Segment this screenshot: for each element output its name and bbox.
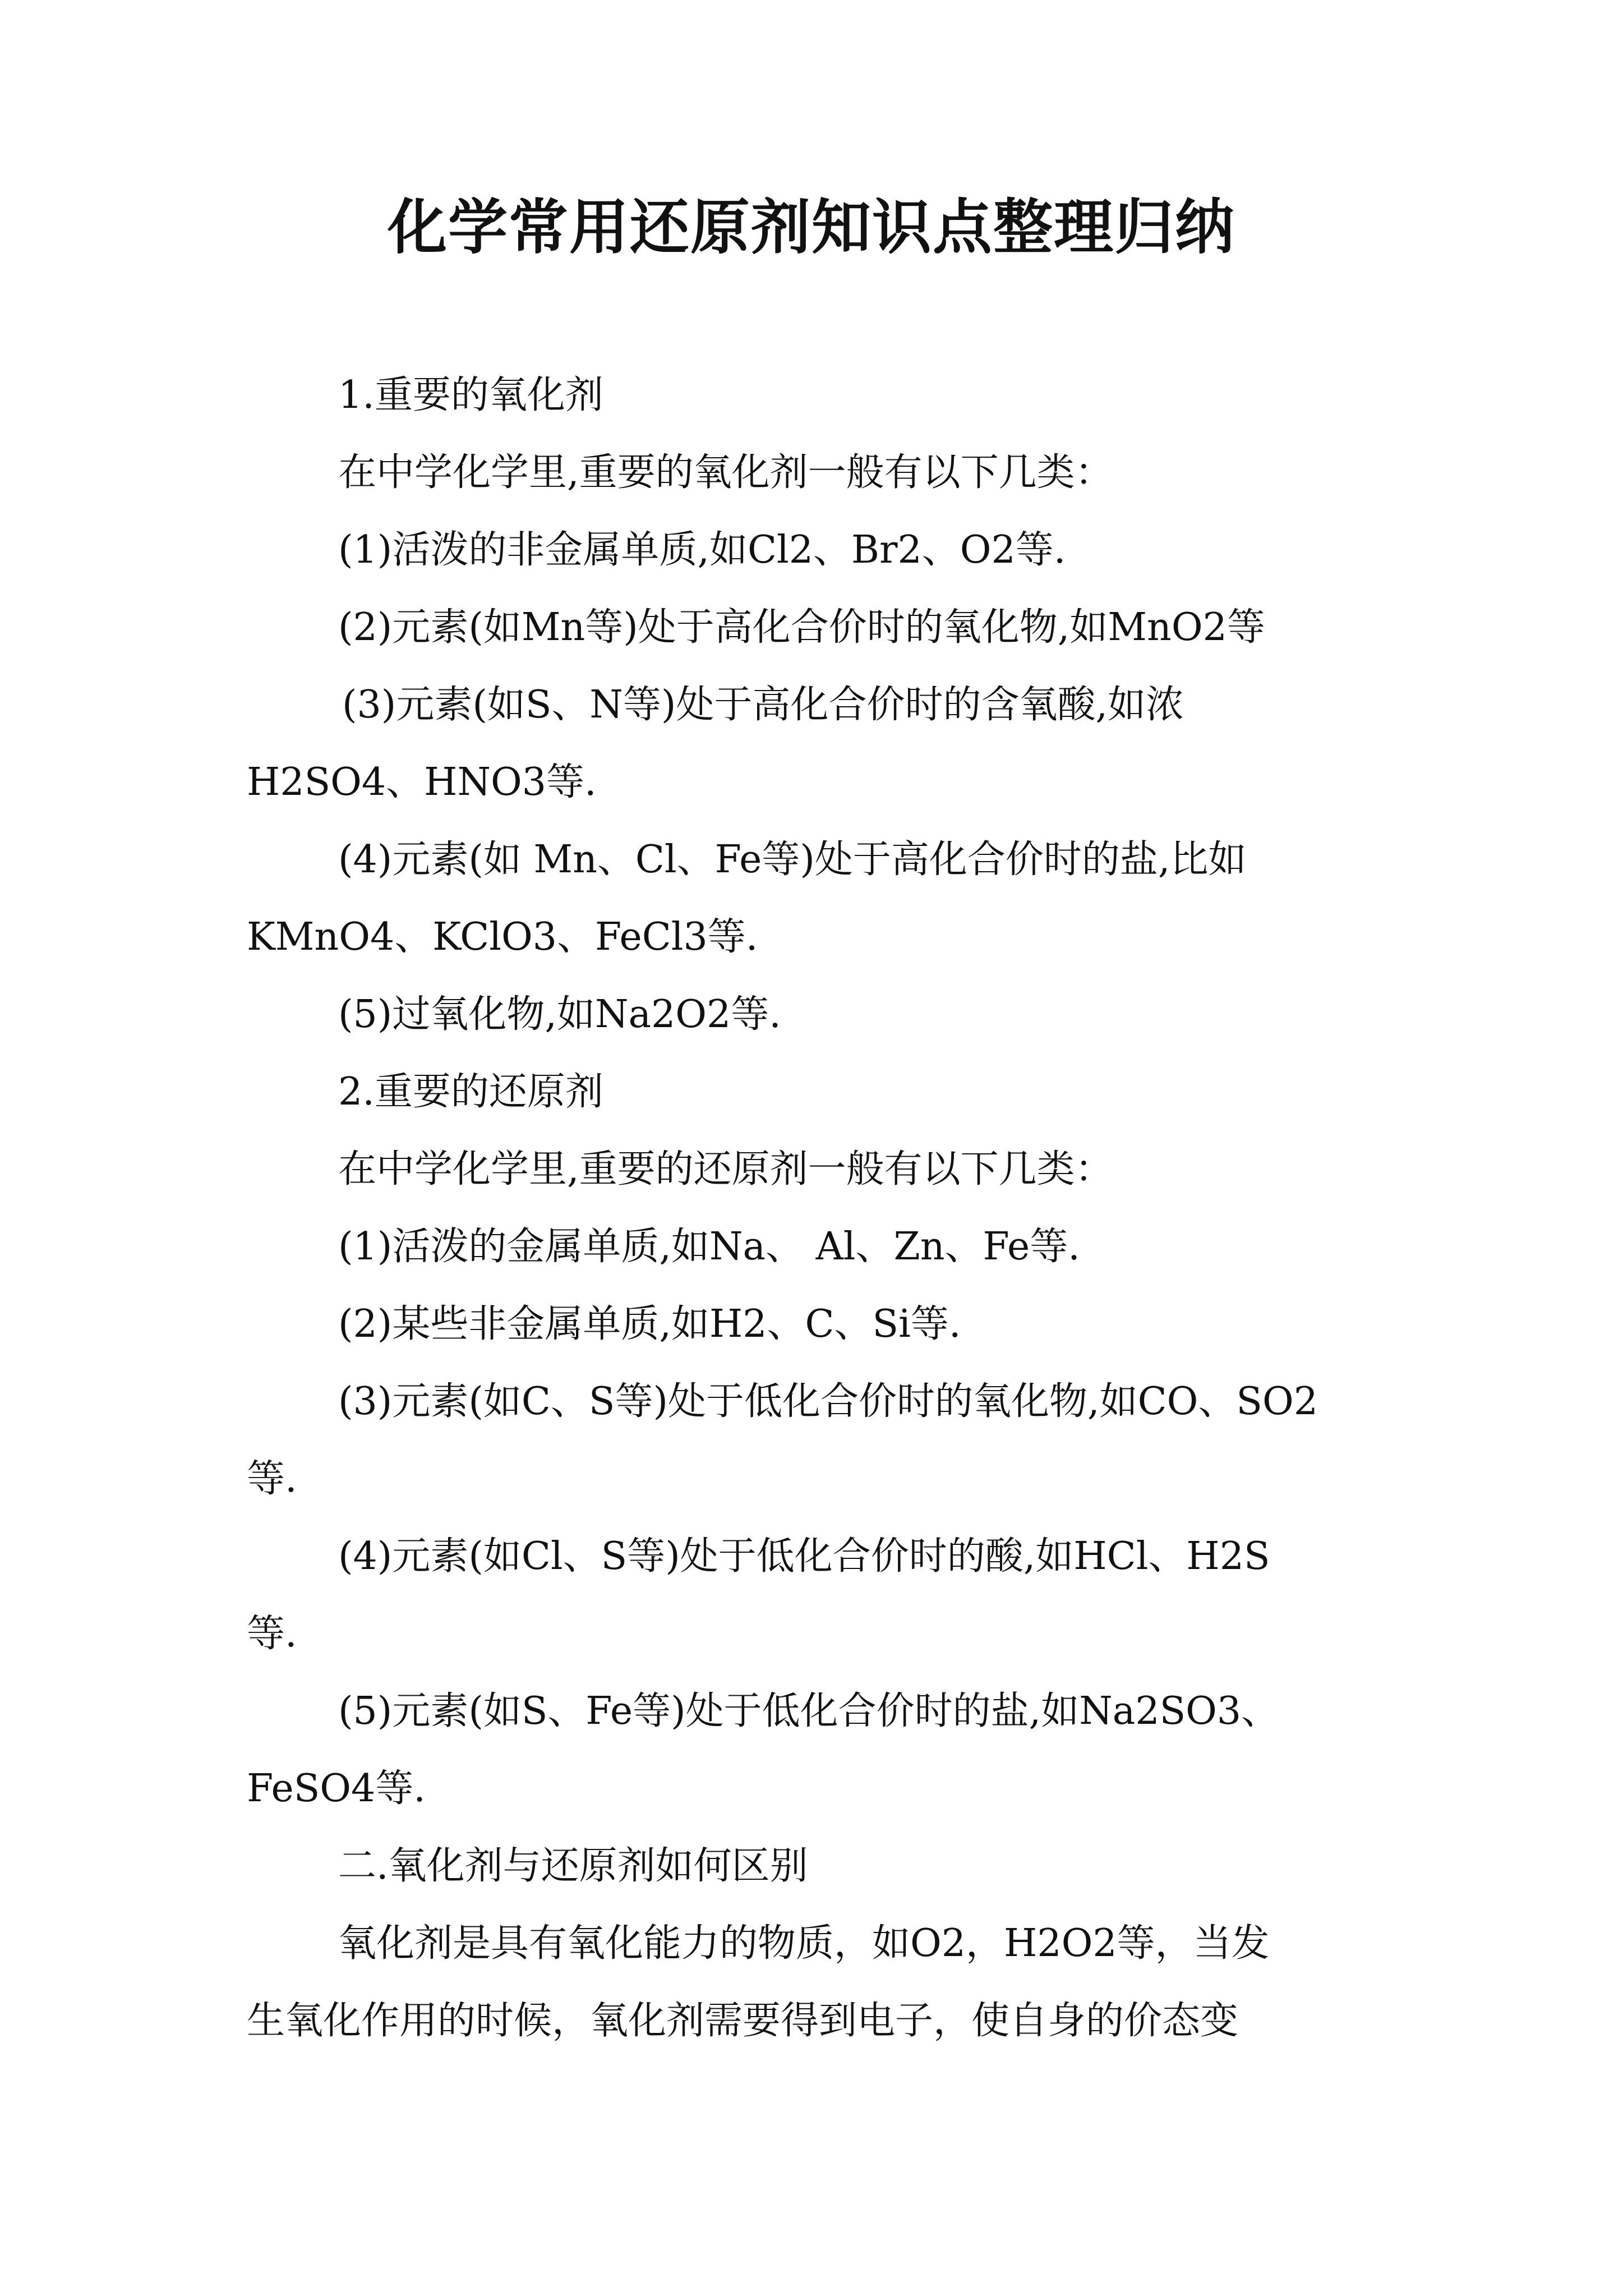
- paragraph-line: 二.氧化剂与还原剂如何区别: [338, 1844, 808, 1888]
- paragraph-line: (3)元素(如S、N等)处于高化合价时的含氧酸,如浓: [342, 683, 1184, 727]
- paragraph-line: (3)元素(如C、S等)处于低化合价时的氧化物,如CO、SO2: [338, 1379, 1318, 1424]
- paragraph-line: (5)过氧化物,如Na2O2等.: [338, 992, 781, 1037]
- paragraph-line: (4)元素(如 Mn、Cl、Fe等)处于高化合价时的盐,比如: [338, 838, 1247, 882]
- paragraph-line: (4)元素(如Cl、S等)处于低化合价时的酸,如HCl、H2S: [338, 1534, 1270, 1579]
- paragraph-line: (1)活泼的非金属单质,如Cl2、Br2、O2等.: [338, 528, 1066, 572]
- paragraph-line: FeSO4等.: [247, 1766, 426, 1811]
- paragraph-line: 等.: [247, 1457, 297, 1501]
- paragraph-line: 氧化剂是具有氧化能力的物质，如O2，H2O2等，当发: [338, 1921, 1270, 1966]
- paragraph-line: (5)元素(如S、Fe等)处于低化合价时的盐,如Na2SO3、: [338, 1689, 1280, 1733]
- document-title: 化学常用还原剂知识点整理归纳: [388, 192, 1235, 262]
- paragraph-line: 在中学化学里,重要的还原剂一般有以下几类：: [338, 1147, 1113, 1191]
- paragraph-line: (2)元素(如Mn等)处于高化合价时的氧化物,如MnO2等: [338, 605, 1265, 650]
- paragraph-line: 2.重要的还原剂: [338, 1070, 603, 1114]
- paragraph-line: 在中学化学里,重要的氧化剂一般有以下几类：: [338, 450, 1113, 495]
- paragraph-line: 生氧化作用的时候，氧化剂需要得到电子，使自身的价态变: [247, 1999, 1239, 2043]
- paragraph-line: 1.重要的氧化剂: [338, 373, 603, 417]
- paragraph-line: H2SO4、HNO3等.: [247, 760, 597, 804]
- paragraph-line: (1)活泼的金属单质,如Na、 Al、Zn、Fe等.: [338, 1225, 1080, 1269]
- paragraph-line: (2)某些非金属单质,如H2、C、Si等.: [338, 1302, 961, 1346]
- paragraph-line: KMnO4、KClO3、FeCl3等.: [247, 915, 758, 959]
- paragraph-line: 等.: [247, 1612, 297, 1656]
